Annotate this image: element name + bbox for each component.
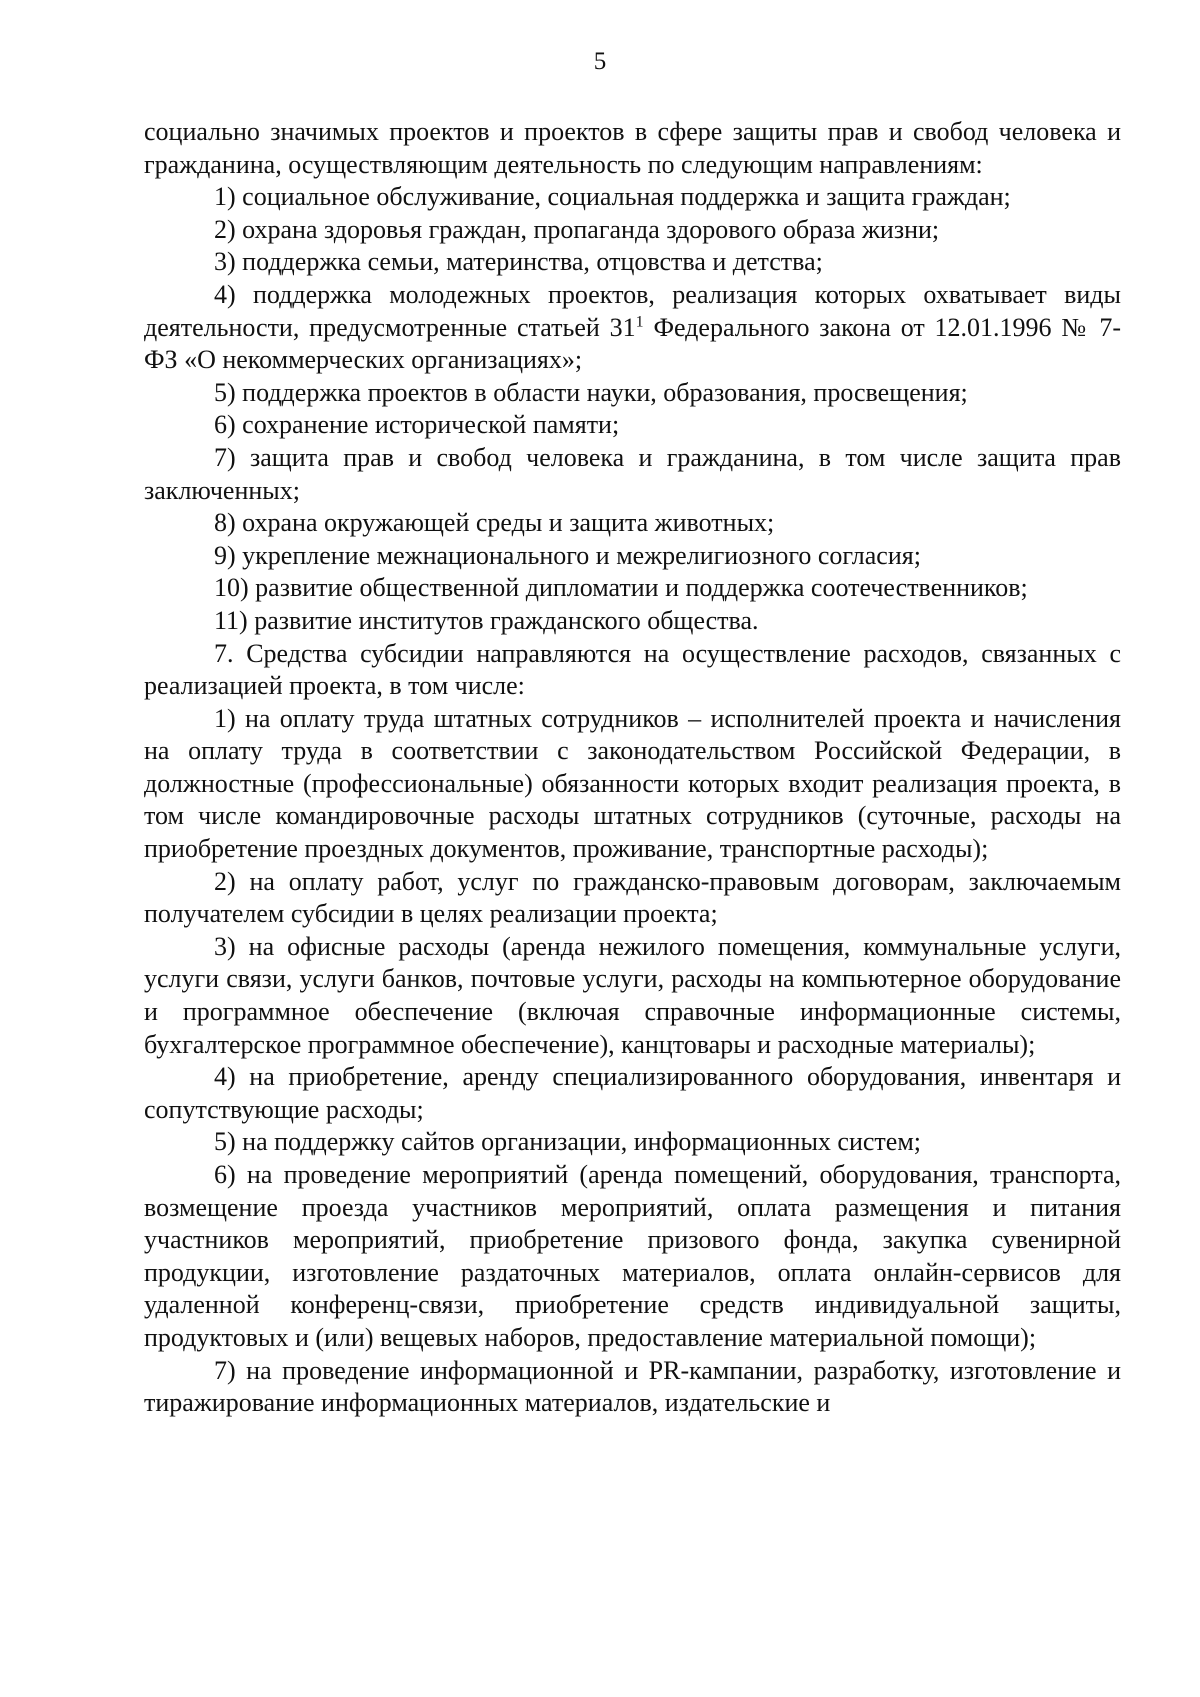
- expense-item-equipment: 4) на приобретение, аренду специализированного оборудования, инвентаря и сопутствующие расходы;: [144, 1062, 1121, 1124]
- list-item-diplomacy: 10) развитие общественной дипломатии и поддержка соотечественников;: [214, 573, 1028, 603]
- expense-item-websites: 5) на поддержку сайтов организации, информационных систем;: [214, 1127, 921, 1157]
- youth-projects-text-part1: 4) поддержка молодежных проектов, реализация которых охватывает виды деятельности, предусмотренные статьей 31: [144, 279, 1121, 342]
- expense-item-events: 6) на проведение мероприятий (аренда помещений, оборудования, транспорта, возмещение проезда участников мероприятий, оплата размещения и питания участников мероприятий, приобретение призового фонда, закупка сувенирной продукции, изготовление раздаточных материалов, оплата онлайн-сервисов для удаленной конференц-связи, приобретение средств индивидуальной защиты, продуктовых и (или) вещевых наборов, предоставление материальной помощи);: [144, 1160, 1121, 1352]
- list-item-rights: 7) защита прав и свобод человека и гражданина, в том числе защита прав заключенных;: [144, 442, 1121, 505]
- list-item-science: 5) поддержка проектов в области науки, образования, просвещения;: [214, 377, 968, 407]
- list-item-interethnic: 9) укрепление межнационального и межрелигиозного согласия;: [214, 540, 921, 570]
- list-item-family: 3) поддержка семьи, материнства, отцовства и детства;: [214, 247, 823, 277]
- list-item-social-service: 1) социальное обслуживание, социальная поддержка и защита граждан;: [214, 182, 1011, 212]
- article-superscript: 1: [635, 312, 644, 330]
- list-item-civil-society: 11) развитие институтов гражданского общества.: [214, 605, 759, 635]
- expense-item-pr-campaign: 7) на проведение информационной и PR-кампании, разработку, изготовление и тиражирование информационных материалов, издательские и: [144, 1355, 1121, 1418]
- section-7-heading: 7. Средства субсидии направляются на осуществление расходов, связанных с реализацией проекта, в том числе:: [144, 638, 1121, 701]
- list-item-health: 2) охрана здоровья граждан, пропаганда здорового образа жизни;: [214, 214, 940, 244]
- youth-projects-text-part2: Федерального закона от 12.01.1996 № 7-ФЗ «О некоммерческих организациях»;: [144, 312, 1121, 375]
- list-item-history: 6) сохранение исторической памяти;: [214, 410, 620, 440]
- paragraph-intro: социально значимых проектов и проектов в сфере защиты прав и свобод человека и гражданина, осуществляющим деятельность по следующим направлениям:: [144, 117, 1121, 179]
- expense-item-staff-salary: 1) на оплату труда штатных сотрудников – исполнителей проекта и начисления на оплату труда в соответствии с законодательством Российской Федерации, в должностные (профессиональные) обязанности которых входит реализация проекта, в том числе командировочные расходы штатных сотрудников (суточные, расходы на приобретение проездных документов, проживание, транспортные расходы);: [144, 703, 1121, 864]
- list-item-youth-projects: [144, 279, 1121, 377]
- list-item-environment: 8) охрана окружающей среды и защита животных;: [214, 508, 775, 538]
- expense-item-contracts: 2) на оплату работ, услуг по гражданско-правовым договорам, заключаемым получателем субсидии в целях реализации проекта;: [144, 866, 1121, 929]
- page-number: 5: [593, 48, 607, 75]
- expense-item-office: 3) на офисные расходы (аренда нежилого помещения, коммунальные услуги, услуги связи, услуги банков, почтовые услуги, расходы на компьютерное оборудование и программное обеспечение (включая справочные информационные системы, бухгалтерское программное обеспечение), канцтовары и расходные материалы);: [144, 931, 1121, 1059]
- document-body: [144, 116, 1121, 1420]
